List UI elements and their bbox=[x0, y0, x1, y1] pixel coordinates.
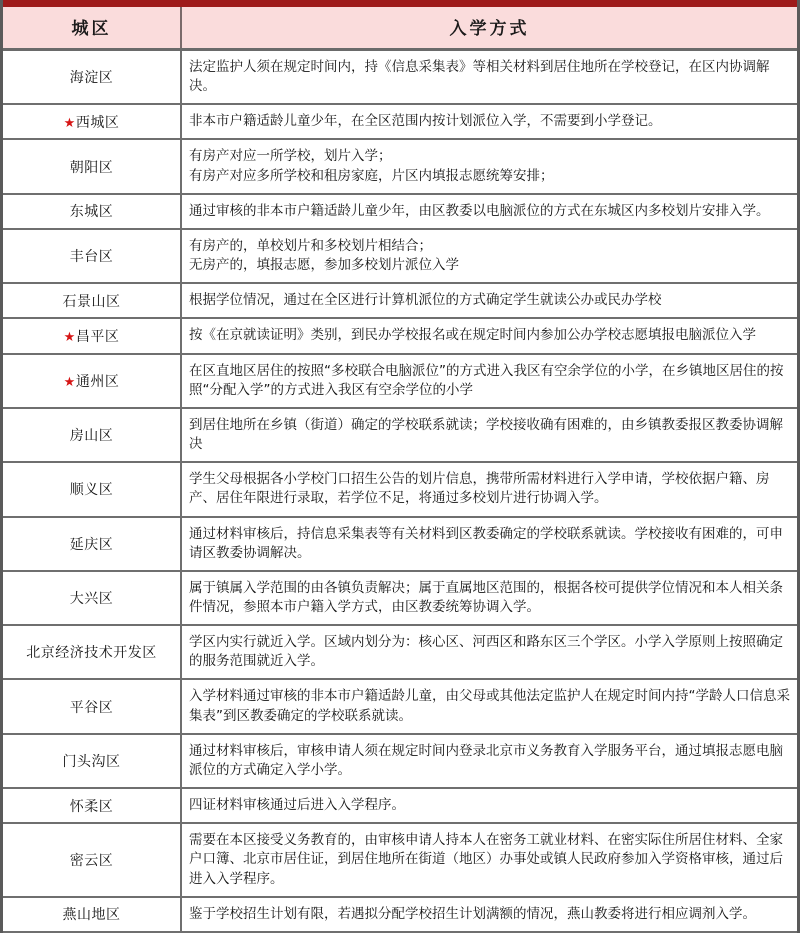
district-cell bbox=[3, 318, 181, 353]
district-name: 北京经济技术开发区 bbox=[26, 645, 157, 662]
star-icon: ★ bbox=[63, 329, 76, 345]
method-line: 非本市户籍适龄儿童少年，在全区范围内按计划派位入学，不需要到小学登记。 bbox=[189, 113, 662, 130]
district-name: 朝阳区 bbox=[69, 159, 114, 176]
method-line: 通过材料审核后，审核申请人须在规定时间内登录北京市义务教育入学服务平台，通过填报志愿电脑派位的方式确定入学小学。 bbox=[189, 742, 783, 778]
district-name: 丰台区 bbox=[69, 249, 114, 266]
district-cell bbox=[3, 194, 181, 229]
method-cell bbox=[181, 462, 797, 516]
method-line: 根据学位情况，通过在全区进行计算机派位的方式确定学生就读公办或民办学校 bbox=[189, 292, 662, 309]
district-name: 大兴区 bbox=[69, 590, 114, 607]
method-cell bbox=[181, 517, 797, 571]
admission-table bbox=[3, 7, 797, 933]
table-body bbox=[3, 50, 797, 932]
table-row bbox=[3, 823, 797, 896]
table-row bbox=[3, 408, 797, 462]
method-cell bbox=[181, 50, 797, 105]
table-row bbox=[3, 139, 797, 193]
table-row bbox=[3, 318, 797, 353]
table-header bbox=[3, 7, 797, 50]
district-name: 东城区 bbox=[69, 204, 114, 221]
method-cell bbox=[181, 229, 797, 283]
method-line: 入学材料通过审核的非本市户籍适龄儿童，由父母或其他法定监护人在规定时间内持“学龄人口信息采集表”到区教委确定的学校联系就读。 bbox=[189, 688, 790, 724]
district-name: 延庆区 bbox=[69, 536, 114, 553]
district-cell bbox=[3, 625, 181, 679]
method-cell bbox=[181, 283, 797, 318]
method-cell bbox=[181, 139, 797, 193]
column-header-method: 入学方式 bbox=[181, 7, 797, 50]
district-cell bbox=[3, 104, 181, 139]
method-cell bbox=[181, 788, 797, 823]
district-cell bbox=[3, 823, 181, 896]
district-cell bbox=[3, 571, 181, 625]
district-name: 燕山地区 bbox=[62, 907, 121, 924]
district-name: 石景山区 bbox=[62, 293, 121, 310]
table-row bbox=[3, 283, 797, 318]
table-row bbox=[3, 229, 797, 283]
district-name: 密云区 bbox=[69, 852, 114, 869]
table-row bbox=[3, 897, 797, 932]
table-row bbox=[3, 625, 797, 679]
method-line: 鉴于学校招生计划有限，若遇拟分配学校招生计划满额的情况，燕山教委将进行相应调剂入学。 bbox=[189, 905, 756, 922]
method-line: 到居住地所在乡镇（街道）确定的学校联系就读；学校接收确有困难的，由乡镇教委报区教委协调解决 bbox=[189, 416, 783, 453]
method-line: 法定监护人须在规定时间内，持《信息采集表》等相关材料到居住地所在学校登记，在区内协调解决。 bbox=[189, 59, 770, 95]
star-icon: ★ bbox=[63, 115, 76, 131]
method-line: 有房产的，单校划片和多校划片相结合； bbox=[189, 237, 432, 254]
method-line: 四证材料审核通过后进入入学程序。 bbox=[189, 797, 405, 814]
method-cell bbox=[181, 571, 797, 625]
table-row bbox=[3, 679, 797, 733]
method-line: 属于镇属入学范围的由各镇负责解决；属于直属地区范围的，根据各校可提供学位情况和本人相关条件情况，参照本市户籍入学方式，由区教委统筹协调入学。 bbox=[189, 579, 783, 615]
method-cell bbox=[181, 408, 797, 462]
header-row bbox=[3, 7, 797, 50]
method-cell bbox=[181, 194, 797, 229]
district-name: 海淀区 bbox=[69, 70, 114, 87]
method-cell bbox=[181, 679, 797, 733]
method-line: 学区内实行就近入学。区域内划分为：核心区、河西区和路东区三个学区。小学入学原则上按照确定的服务范围就近入学。 bbox=[189, 634, 783, 670]
method-cell bbox=[181, 823, 797, 896]
method-line: 按《在京就读证明》类别，到民办学校报名或在规定时间内参加公办学校志愿填报电脑派位入学 bbox=[189, 327, 756, 344]
star-icon: ★ bbox=[63, 374, 76, 390]
method-cell bbox=[181, 625, 797, 679]
method-cell bbox=[181, 897, 797, 932]
method-line: 有房产对应一所学校，划片入学； bbox=[189, 148, 392, 165]
district-name: 平谷区 bbox=[69, 699, 114, 716]
district-cell bbox=[3, 462, 181, 516]
district-name: 怀柔区 bbox=[69, 798, 114, 815]
method-line: 通过审核的非本市户籍适龄儿童少年，由区教委以电脑派位的方式在东城区内多校划片安排入学。 bbox=[189, 202, 770, 219]
table-row bbox=[3, 462, 797, 516]
district-name: 通州区 bbox=[75, 373, 120, 390]
district-cell bbox=[3, 788, 181, 823]
method-line: 需要在本区接受义务教育的，由审核申请人持本人在密务工就业材料、在密实际住所居住材料、全家户口簿、北京市居住证，到居住地所在街道（地区）办事处或镇人民政府参加入学资格审核，通过后进入入学程序。 bbox=[189, 832, 783, 887]
top-accent-bar bbox=[3, 0, 797, 7]
method-cell bbox=[181, 734, 797, 788]
district-cell bbox=[3, 679, 181, 733]
district-name: 昌平区 bbox=[75, 328, 120, 345]
district-name: 顺义区 bbox=[69, 482, 114, 499]
district-cell bbox=[3, 897, 181, 932]
district-cell bbox=[3, 408, 181, 462]
method-line: 有房产对应多所学校和租房家庭，片区内填报志愿统筹安排； bbox=[189, 167, 554, 184]
district-name: 房山区 bbox=[69, 428, 114, 445]
method-cell bbox=[181, 354, 797, 408]
district-name: 西城区 bbox=[75, 114, 120, 131]
method-cell bbox=[181, 318, 797, 353]
table-row bbox=[3, 194, 797, 229]
method-line: 学生父母根据各小学校门口招生公告的划片信息，携带所需材料进行入学申请，学校依据户籍、房产、居住年限进行录取，若学位不足，将通过多校划片进行协调入学。 bbox=[189, 471, 770, 507]
district-cell bbox=[3, 517, 181, 571]
table-row bbox=[3, 517, 797, 571]
district-cell bbox=[3, 229, 181, 283]
method-line: 在区直地区居住的按照“多校联合电脑派位”的方式进入我区有空余学位的小学，在乡镇地区居住的按照“分配入学”的方式进入我区有空余学位的小学 bbox=[189, 362, 784, 398]
district-cell bbox=[3, 139, 181, 193]
table-row bbox=[3, 354, 797, 408]
table-row bbox=[3, 734, 797, 788]
method-line: 无房产的，填报志愿，参加多校划片派位入学 bbox=[189, 257, 459, 274]
table-row bbox=[3, 571, 797, 625]
district-cell bbox=[3, 354, 181, 408]
table-row bbox=[3, 788, 797, 823]
table-row bbox=[3, 104, 797, 139]
table-row bbox=[3, 50, 797, 105]
district-name: 门头沟区 bbox=[62, 753, 121, 770]
column-header-district: 城区 bbox=[3, 7, 181, 50]
district-cell bbox=[3, 734, 181, 788]
district-cell bbox=[3, 283, 181, 318]
district-cell bbox=[3, 50, 181, 105]
method-line: 通过材料审核后，持信息采集表等有关材料到区教委确定的学校联系就读。学校接收有困难的，可申请区教委协调解决。 bbox=[189, 525, 783, 561]
method-cell bbox=[181, 104, 797, 139]
